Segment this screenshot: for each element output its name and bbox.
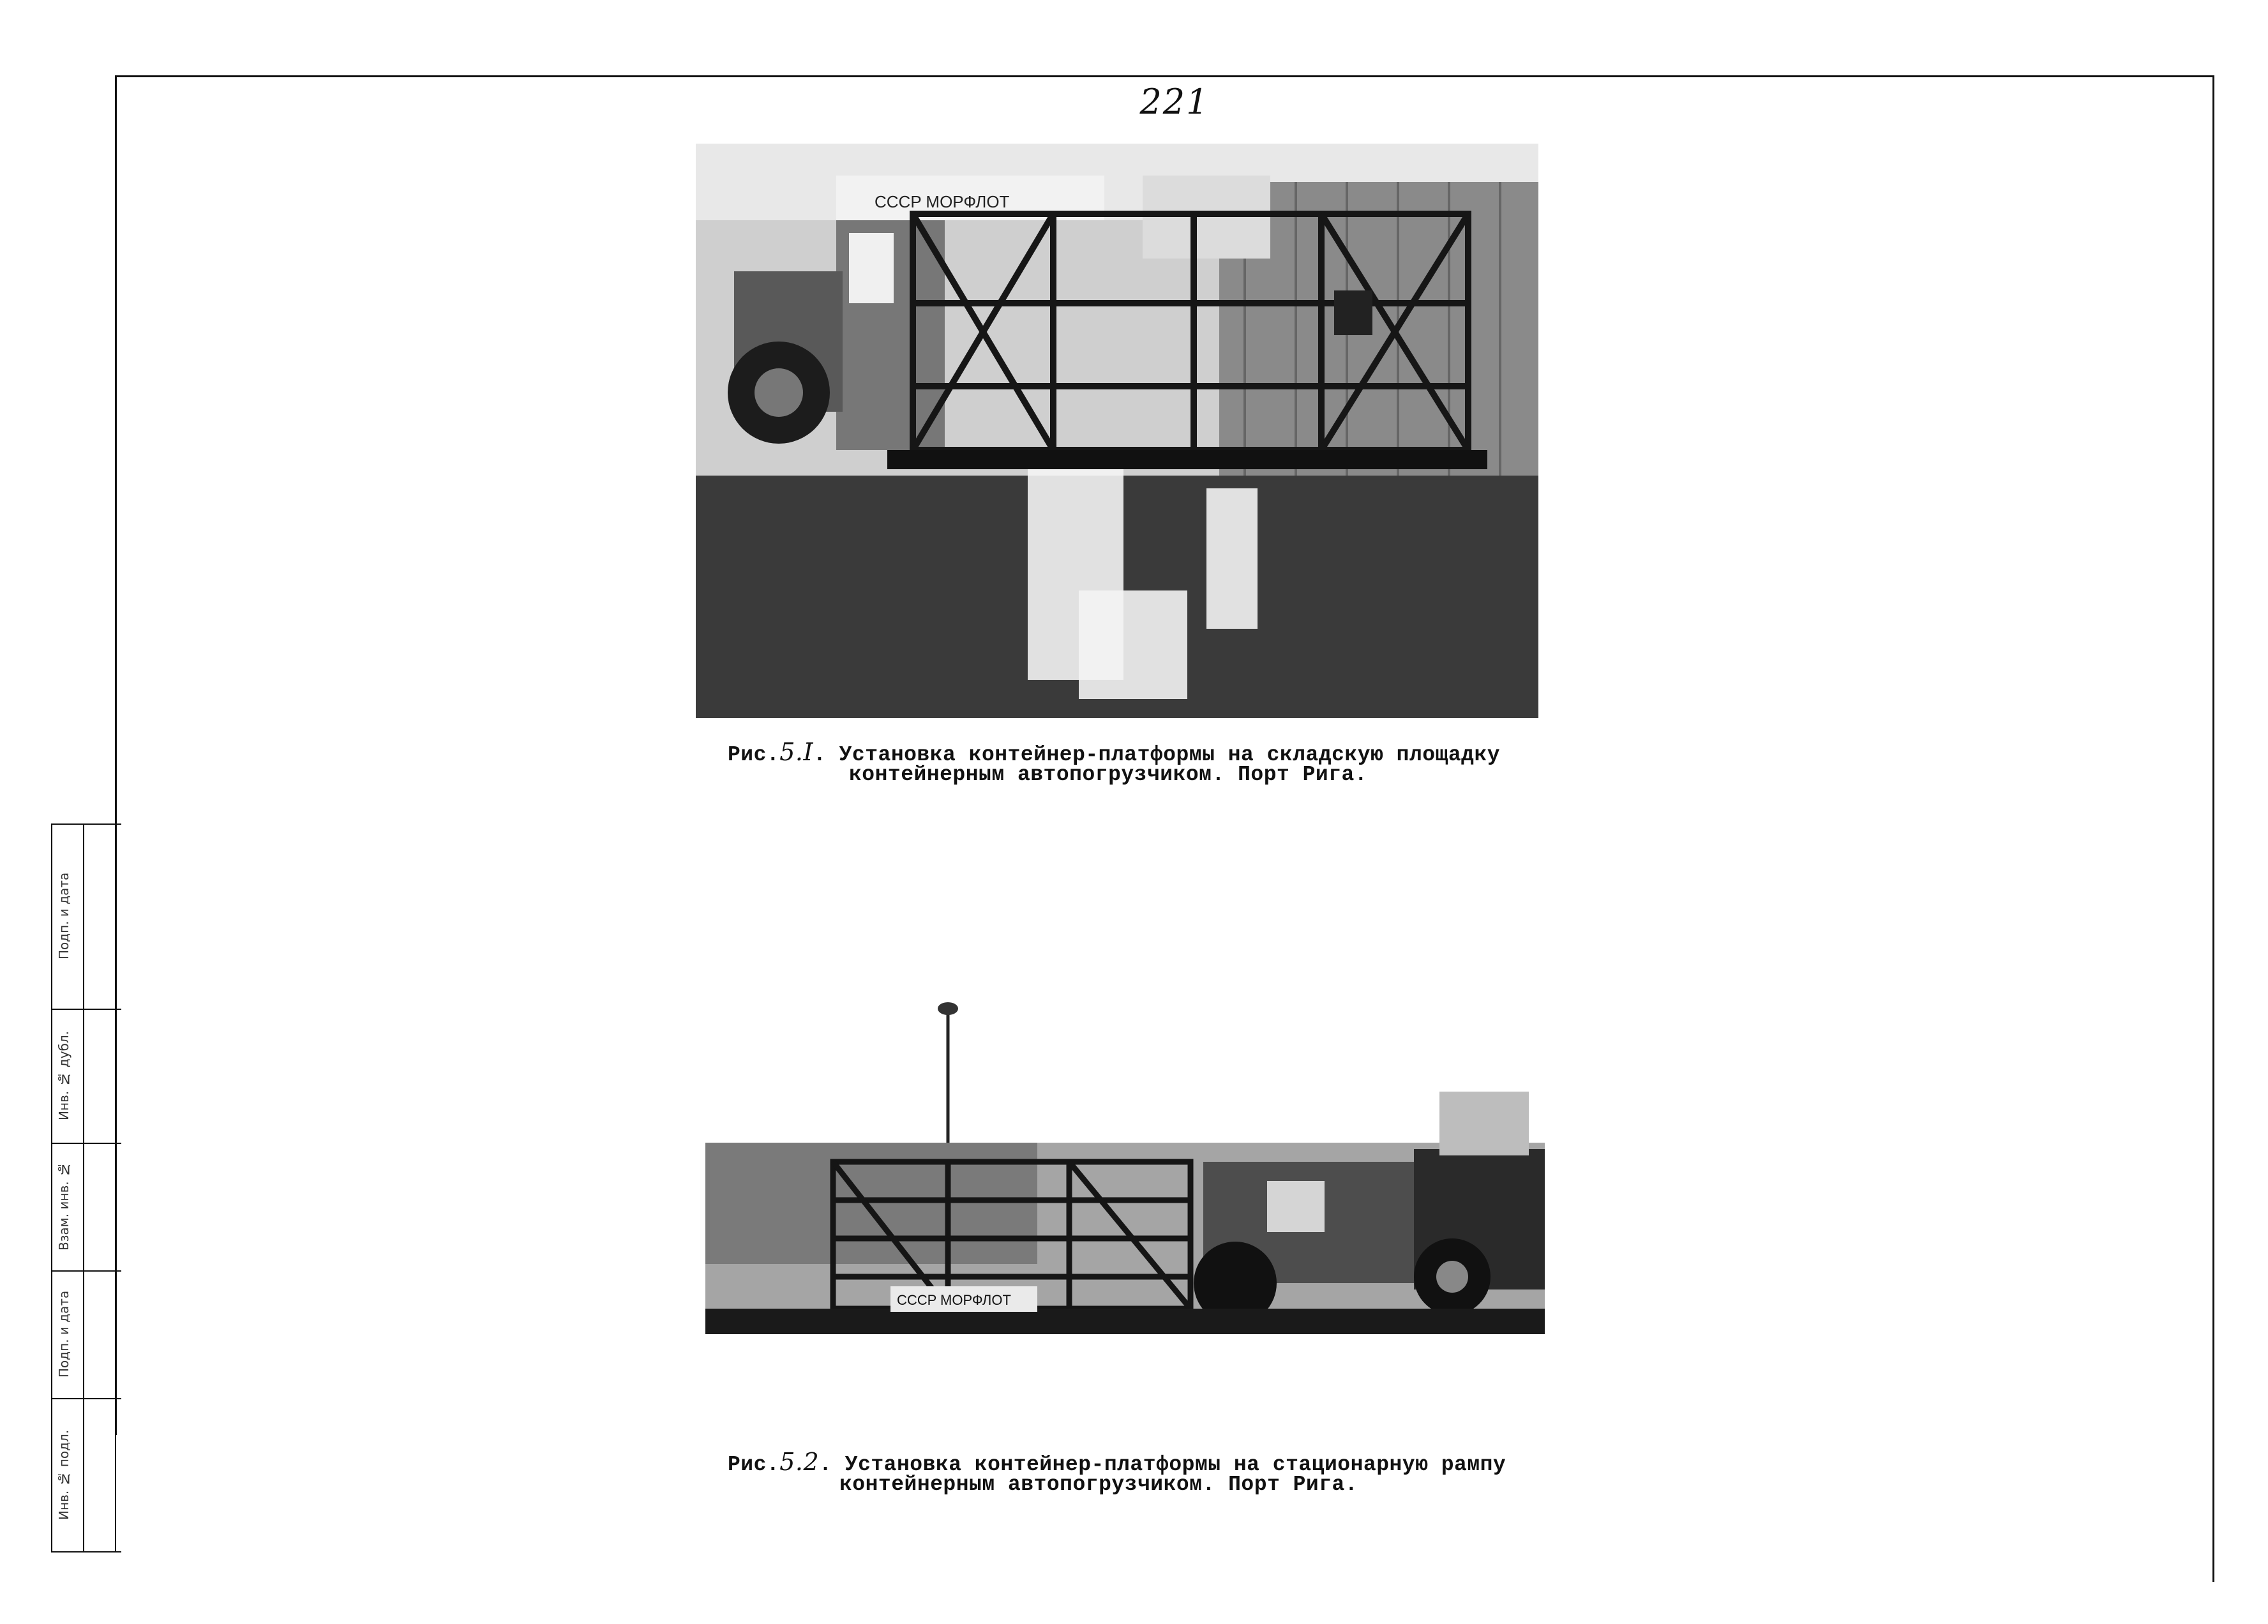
figure-5-1-caption-text1: . Установка контейнер-платформы на складскую площадку	[813, 743, 1501, 767]
stamp-label: Инв. № подл.	[56, 1429, 71, 1520]
stamp-line	[51, 1551, 121, 1553]
page-frame-right	[2212, 75, 2214, 1582]
stamp-line	[51, 823, 121, 825]
stamp-line	[83, 823, 84, 1551]
figure-5-1-number: 5.I	[779, 738, 813, 766]
figure-5-2-number: 5.2	[779, 1448, 820, 1476]
stamp-label: Инв. № дубл.	[56, 1030, 71, 1121]
figure-5-1-caption-line2: контейнерным автопогрузчиком. Порт Рига.	[849, 763, 1368, 786]
stamp-line	[115, 823, 116, 1551]
stamp-line	[51, 1143, 121, 1144]
stamp-label: Подп. и дата	[56, 872, 71, 960]
margin-stamp	[51, 823, 121, 1551]
stamp-label: Подп. и дата	[56, 1290, 71, 1378]
figure-5-2-photo-text: CCCP МОРФЛОТ	[897, 1292, 1011, 1308]
figure-5-2-caption-text1: . Установка контейнер-платформы на стационарную рампу	[819, 1453, 1506, 1477]
figure-5-2-photo	[705, 996, 1545, 1360]
page-frame-top	[115, 75, 2214, 77]
stamp-line	[51, 1270, 121, 1272]
figure-5-2-prefix: Рис.	[728, 1453, 780, 1477]
figure-5-1-prefix: Рис.	[728, 743, 780, 767]
page-number: 221	[1139, 82, 1210, 122]
figure-5-1-photo	[696, 144, 1538, 718]
stamp-line	[51, 1398, 121, 1399]
figure-5-1-photo-text: CCCP МОРФЛОТ	[875, 192, 1010, 211]
stamp-line	[51, 823, 52, 1551]
stamp-line	[51, 1009, 121, 1010]
figure-5-2-caption-line2: контейнерным автопогрузчиком. Порт Рига.	[839, 1473, 1358, 1496]
stamp-label: Взам. инв. №	[56, 1162, 71, 1251]
